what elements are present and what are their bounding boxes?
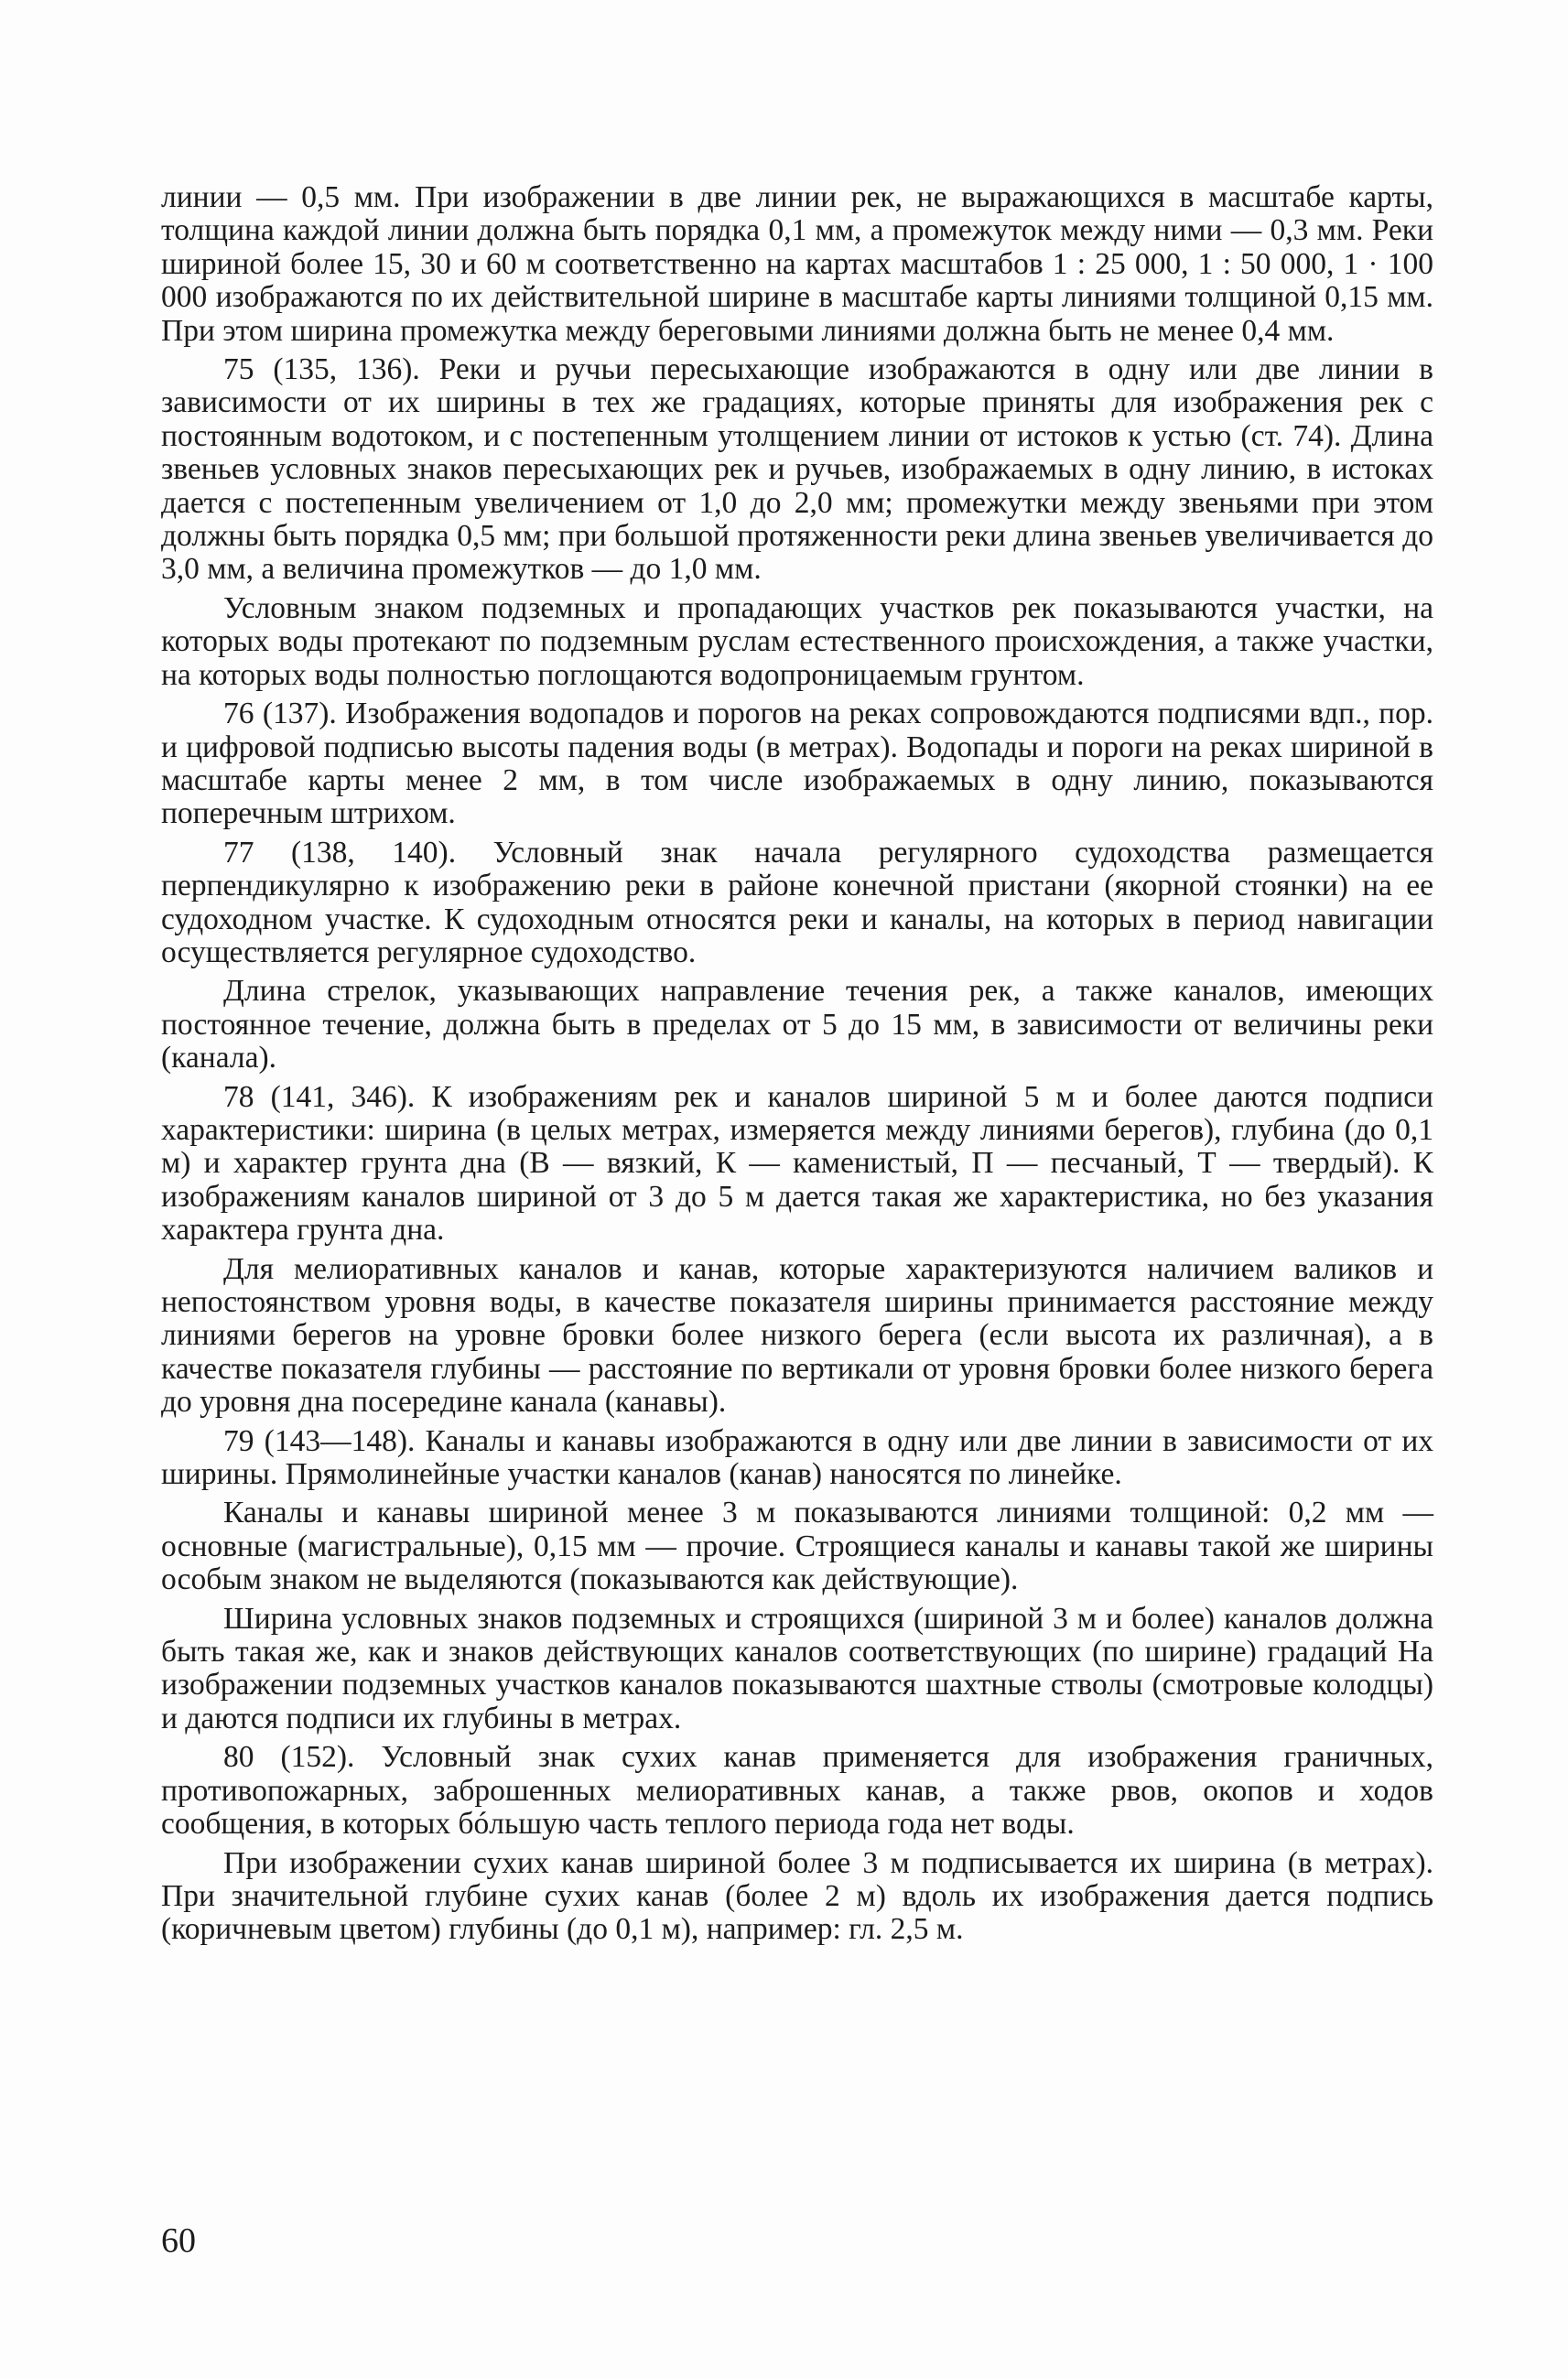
paragraph-6: Длина стрелок, указывающих направление течения рек, а также каналов, имеющих постоянное течение, должна быть в пределах от 5 до 15 мм, в зависимости от величины реки (канала). [161, 974, 1433, 1076]
paragraph-9: 79 (143—148). Каналы и канавы изображаются в одну или две линии в зависимости от их ширины. Прямолинейные участки каналов (канав) наносятся по линейке. [161, 1423, 1433, 1492]
paragraph-11: Ширина условных знаков подземных и строящихся (шириной 3 м и более) каналов должна быть такая же, как и знаков действующих каналов соответствующих (по ширине) градаций На изображении подземных участков каналов показываются шахтные стволы (смотровые колодцы) и даются подписи их глубины в метрах. [161, 1601, 1433, 1735]
page-number: 60 [161, 2221, 196, 2260]
paragraph-4: 76 (137). Изображения водопадов и порогов на реках сопровождаются подписями вдп., пор. и цифровой подписью высоты падения воды (в метрах). Водопады и пороги на реках шириной в масштабе карты менее 2 мм, в том числе изображаемых в одну линию, показываются поперечным штрихом. [161, 697, 1433, 831]
paragraph-2: 75 (135, 136). Реки и ручьи пересыхающие изображаются в одну или две линии в зависимости от их ширины в тех же градациях, которые приняты для изображения рек с постоянным водотоком, и с постепенным утолщением линии от истоков к устью (ст. 74). Длина звеньев условных знаков пересыхающих рек и ручьев, изображаемых в одну линию, в истоках дается с постепенным увеличением от 1,0 до 2,0 мм; промежутки между звеньями при этом должны быть порядка 0,5 мм; при большой протяженности реки длина звеньев увеличивается до 3,0 мм, а величина промежутков — до 1,0 мм. [161, 352, 1433, 587]
paragraph-7: 78 (141, 346). К изображениям рек и каналов шириной 5 м и более даются подписи характеристики: ширина (в целых метрах, измеряется между линиями берегов), глубина (до 0,1 м) и характер грунта дна (В — вязкий, К — каменистый, П — песчаный, Т — твердый). К изображениям каналов шириной от 3 до 5 м дается такая же характеристика, но без указания характера грунта дна. [161, 1079, 1433, 1248]
paragraph-5: 77 (138, 140). Условный знак начала регулярного судоходства размещается перпендикулярно к изображению реки в районе конечной пристани (якорной стоянки) на ее судоходном участке. К судоходным относятся реки и каналы, на которых в период навигации осуществляется регулярное судоходство. [161, 835, 1433, 969]
paragraph-3: Условным знаком подземных и пропадающих участков рек показываются участки, на которых воды протекают по подземным руслам естественного происхождения, а также участки, на которых воды полностью поглощаются водопроницаемым грунтом. [161, 590, 1433, 692]
paragraph-8: Для мелиоративных каналов и канав, которые характеризуются наличием валиков и непостоянством уровня воды, в качестве показателя ширины принимается расстояние между линиями берегов на уровне бровки более низкого берега (если высота их различная), а в качестве показателя глубины — расстояние по вертикали от уровня бровки более низкого берега до уровня дна посередине канала (канавы). [161, 1251, 1433, 1420]
paragraph-12: 80 (152). Условный знак сухих канав применяется для изображения граничных, противопожарных, заброшенных мелиоративных канав, а также рвов, окопов и ходов сообщения, в которых бóльшую часть теплого периода года нет воды. [161, 1740, 1433, 1842]
body-text [161, 181, 1433, 1952]
paragraph-1: линии — 0,5 мм. При изображении в две линии рек, не выражающихся в масштабе карты, толщина каждой линии должна быть порядка 0,1 мм, а промежуток между ними — 0,3 мм. Реки шириной более 15, 30 и 60 м соответственно на картах масштабов 1 : 25 000, 1 : 50 000, 1 · 100 000 изображаются по их действительной ширине в масштабе карты линиями толщиной 0,15 мм. При этом ширина промежутка между береговыми линиями должна быть не менее 0,4 мм. [161, 180, 1433, 348]
paragraph-13: При изображении сухих канав шириной более 3 м подписывается их ширина (в метрах). При значительной глубине сухих канав (более 2 м) вдоль их изображения дается подпись (коричневым цветом) глубины (до 0,1 м), например: гл. 2,5 м. [161, 1845, 1433, 1947]
paragraph-10: Каналы и канавы шириной менее 3 м показываются линиями толщиной: 0,2 мм — основные (магистральные), 0,15 мм — прочие. Строящиеся каналы и канавы такой же ширины особым знаком не выделяются (показываются как действующие). [161, 1496, 1433, 1597]
